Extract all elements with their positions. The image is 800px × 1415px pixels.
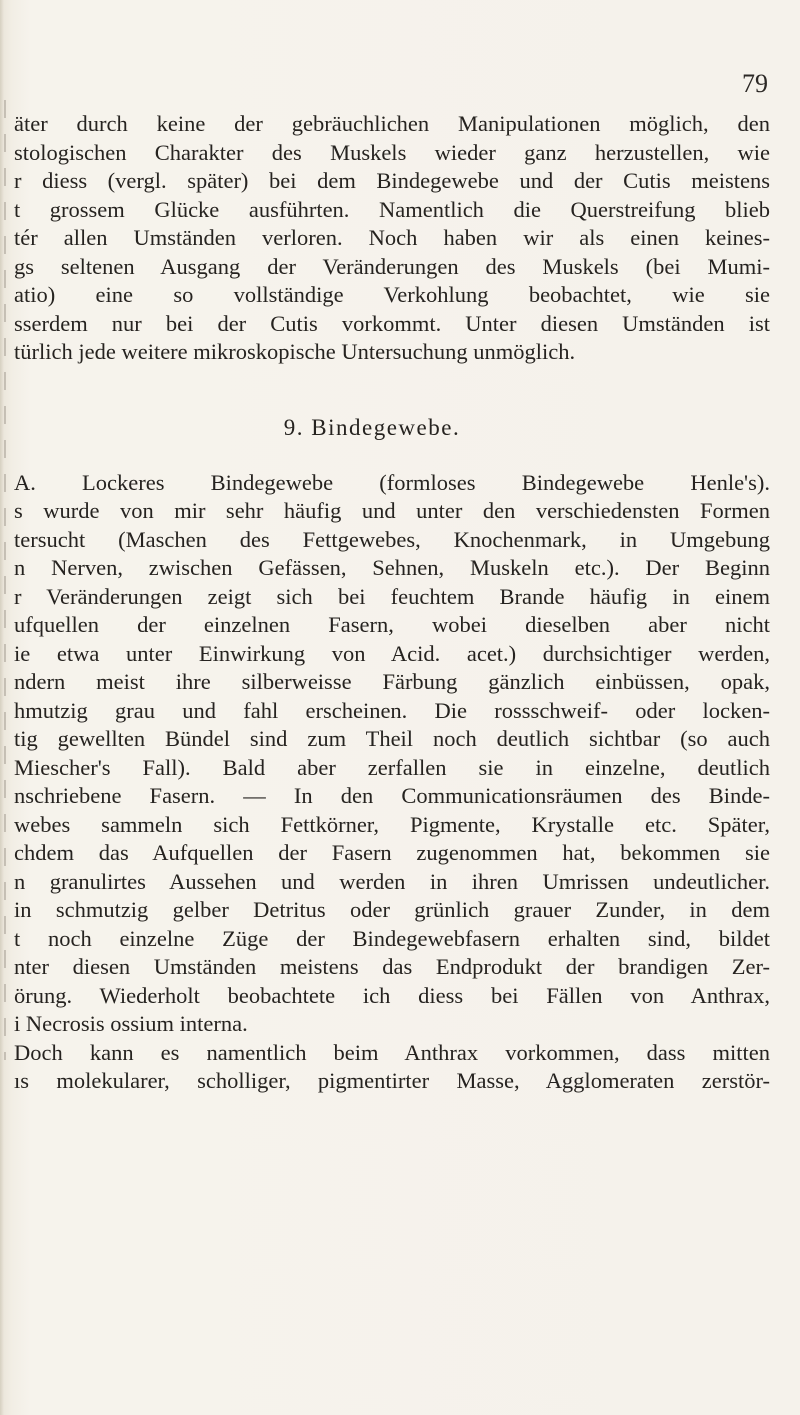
text-line: sserdem nur bei der Cutis vorkommt. Unter diesen Umständen ist bbox=[14, 310, 770, 336]
text-line: atio) eine so vollständige Verkohlung beobachtet, wie sie bbox=[14, 282, 770, 307]
text-line: t grossem Glücke ausführten. Namentlich die Querstreifung blieb bbox=[14, 196, 770, 222]
text-line: A. Lockeres Bindegewebe (formloses Bindegewebe Henle's). bbox=[14, 469, 770, 495]
text-line: Doch kann es namentlich beim Anthrax vorkommen, dass mitten bbox=[14, 1039, 770, 1065]
text-line: tersucht (Maschen des Fettgewebes, Knochenmark, in Umgebung bbox=[14, 526, 770, 552]
text-line: n Nerven, zwischen Gefässen, Sehnen, Muskeln etc.). Der Beginn bbox=[14, 555, 770, 580]
text-line: türlich jede weitere mikroskopische Untersuchung unmöglich. bbox=[14, 339, 576, 364]
paragraph-muscle-conclusion bbox=[14, 110, 770, 367]
page-edge-marks bbox=[4, 100, 6, 1060]
text-line: ufquellen der einzelnen Fasern, wobei dieselben aber nicht bbox=[14, 612, 770, 637]
text-line: r Veränderungen zeigt sich bei feuchtem Brande häufig in einem bbox=[14, 583, 770, 609]
text-line: hmutzig grau und fahl erscheinen. Die rossschweif- oder locken- bbox=[14, 697, 770, 723]
page-body bbox=[14, 110, 770, 1096]
text-line: chdem das Aufquellen der Fasern zugenommen hat, bekommen sie bbox=[14, 840, 770, 865]
text-line: t noch einzelne Züge der Bindegewebfasern erhalten sind, bildet bbox=[14, 925, 770, 951]
text-line: i Necrosis ossium interna. bbox=[14, 1011, 248, 1036]
text-line: ndern meist ihre silberweisse Färbung gänzlich einbüssen, opak, bbox=[14, 669, 770, 694]
text-line: Miescher's Fall). Bald aber zerfallen sie in einzelne, deutlich bbox=[14, 754, 770, 780]
text-line: stologischen Charakter des Muskels wieder ganz herzustellen, wie bbox=[14, 139, 770, 165]
text-line: nter diesen Umständen meistens das Endprodukt der brandigen Zer- bbox=[14, 954, 770, 979]
page-number: 79 bbox=[742, 69, 768, 98]
text-line: webes sammeln sich Fettkörner, Pigmente, Krystalle etc. Später, bbox=[14, 811, 770, 837]
paragraph-anthrax bbox=[14, 1039, 770, 1096]
text-line: örung. Wiederholt beobachtete ich diess bei Fällen von Anthrax, bbox=[14, 982, 770, 1008]
text-line: n granulirtes Aussehen und werden in ihren Umrissen undeutlicher. bbox=[14, 868, 770, 894]
text-line: äter durch keine der gebräuchlichen Manipulationen möglich, den bbox=[14, 111, 770, 136]
text-line: ie etwa unter Einwirkung von Acid. acet.) durchsichtiger werden, bbox=[14, 640, 770, 666]
text-line: ıs molekularer, scholliger, pigmentirter Masse, Agglomeraten zerstör- bbox=[14, 1068, 770, 1093]
text-line: tig gewellten Bündel sind zum Theil noch deutlich sichtbar (so auch bbox=[14, 726, 770, 751]
section-heading: 9. Bindegewebe. bbox=[283, 414, 461, 440]
text-line: gs seltenen Ausgang der Veränderungen des Muskels (bei Mumi- bbox=[14, 253, 770, 279]
text-line: s wurde von mir sehr häufig und unter den verschiedensten Formen bbox=[14, 498, 770, 523]
text-line: tér allen Umständen verloren. Noch haben wir als einen keines- bbox=[14, 225, 770, 250]
paragraph-connective-tissue bbox=[14, 469, 770, 1039]
text-line: nschriebene Fasern. — In den Communicationsräumen des Binde- bbox=[14, 783, 770, 808]
text-line: r diess (vergl. später) bei dem Bindegewebe und der Cutis meistens bbox=[14, 168, 770, 193]
text-line: in schmutzig gelber Detritus oder grünlich grauer Zunder, in dem bbox=[14, 897, 770, 922]
